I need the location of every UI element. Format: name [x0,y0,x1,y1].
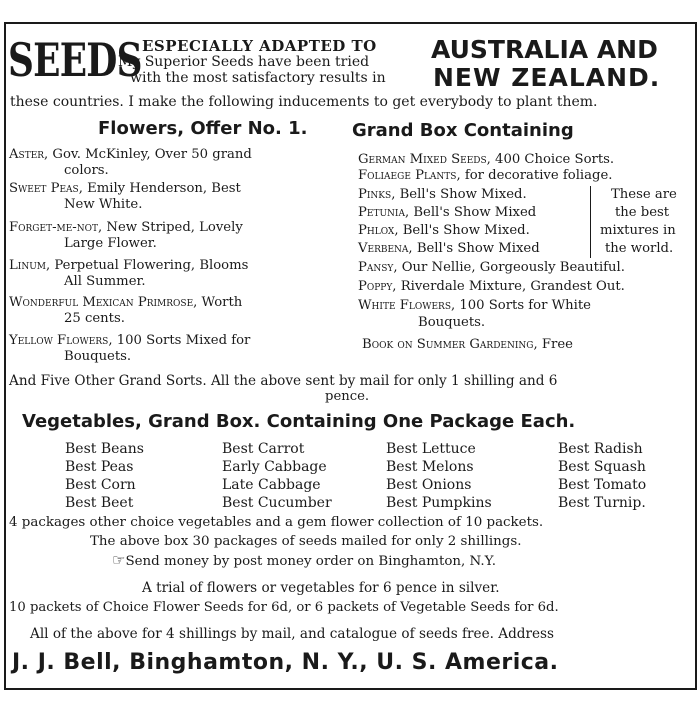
flowers-offer-heading: Flowers, Offer No. 1. [98,118,308,139]
bracket-note-3: mixtures in [600,223,676,238]
pointing-hand-icon: ☞ [112,551,126,569]
veg-cell: Best Squash [558,459,646,475]
list-item: Pansy, Our Nellie, Gorgeously Beautiful. [358,260,625,275]
list-item-cont: colors. [64,163,109,178]
list-item: Phlox, Bell's Show Mixed. [358,223,530,238]
region-australia: AUSTRALIA AND [431,35,658,64]
send-money-line: ☞Send money by post money order on Binghamton, N.Y. [112,551,497,569]
grand-box-heading: Grand Box Containing [352,120,574,141]
list-item: German Mixed Seeds, 400 Choice Sorts. [358,152,615,167]
seeds-title: SEEDS [8,33,142,87]
list-item-cont: Large Flower. [64,236,157,251]
list-item: Foliaege Plants, for decorative foliage. [358,168,613,183]
veg-cell: Best Tomato [558,477,647,493]
list-item: Linum, Perpetual Flowering, Blooms [9,258,249,273]
veg-cell: Best Cucumber [222,495,332,511]
veg-cell: Best Melons [386,459,474,475]
packages-line: 4 packages other choice vegetables and a gem flower collection of 10 packets. [9,515,544,530]
list-item: White Flowers, 100 Sorts for White [358,298,591,313]
veg-cell: Late Cabbage [222,477,321,493]
bracket-note-4: the world. [605,241,674,256]
list-item-cont: All Summer. [64,274,146,289]
veg-cell: Best Turnip. [558,495,646,511]
list-item: Forget-me-not, New Striped, Lovely [9,220,243,235]
veg-cell: Best Radish [558,441,643,457]
pence-line: pence. [325,389,370,404]
region-new-zealand: NEW ZEALAND. [433,63,661,92]
veg-cell: Best Beet [65,495,134,511]
subline-1: My Superior Seeds have been tried [118,54,370,70]
subline-2: with the most satisfactory results in [130,70,386,86]
veg-cell: Best Peas [65,459,134,475]
box30-line: The above box 30 packages of seeds mailed for only 2 shillings. [90,534,522,549]
bracket-note-2: the best [615,205,670,220]
veg-cell: Best Lettuce [386,441,476,457]
list-item: Poppy, Riverdale Mixture, Grandest Out. [358,279,625,294]
all-above-line: All of the above for 4 shillings by mail, and catalogue of seeds free. Address [30,626,555,642]
especially-adapted-text: ESPECIALLY ADAPTED TO [142,37,377,55]
list-item: Aster, Gov. McKinley, Over 50 grand [9,147,252,162]
list-item-cont: New White. [64,197,143,212]
list-item: Sweet Peas, Emily Henderson, Best [9,181,241,196]
veg-cell: Best Pumpkins [386,495,492,511]
veg-cell: Best Onions [386,477,472,493]
and-five-line: And Five Other Grand Sorts. All the above sent by mail for only 1 shilling and 6 [9,373,558,389]
list-item: Petunia, Bell's Show Mixed [358,205,537,220]
list-item-cont: 25 cents. [64,311,125,326]
list-item: Book on Summer Gardening, Free [362,337,573,352]
veg-cell: Best Corn [65,477,136,493]
list-item: Pinks, Bell's Show Mixed. [358,187,527,202]
bracket-divider [590,186,591,258]
list-item-cont: Bouquets. [64,349,132,364]
list-item-cont: Bouquets. [418,315,486,330]
bracket-note-1: These are [611,187,677,202]
trial-line: A trial of flowers or vegetables for 6 pence in silver. [142,580,500,596]
veg-cell: Best Carrot [222,441,305,457]
veg-cell: Early Cabbage [222,459,327,475]
intro-line: these countries. I make the following inducements to get everybody to plant them. [10,94,598,110]
ten-packets-line: 10 packets of Choice Flower Seeds for 6d, or 6 packets of Vegetable Seeds for 6d. [9,600,559,615]
list-item: Wonderful Mexican Primrose, Worth [9,295,243,310]
list-item: Yellow Flowers, 100 Sorts Mixed for [9,333,251,348]
veg-cell: Best Beans [65,441,144,457]
signature-address: J. J. Bell, Binghamton, N. Y., U. S. America. [12,650,559,675]
vegetables-heading: Vegetables, Grand Box. Containing One Package Each. [22,411,576,432]
list-item: Verbena, Bell's Show Mixed [358,241,540,256]
